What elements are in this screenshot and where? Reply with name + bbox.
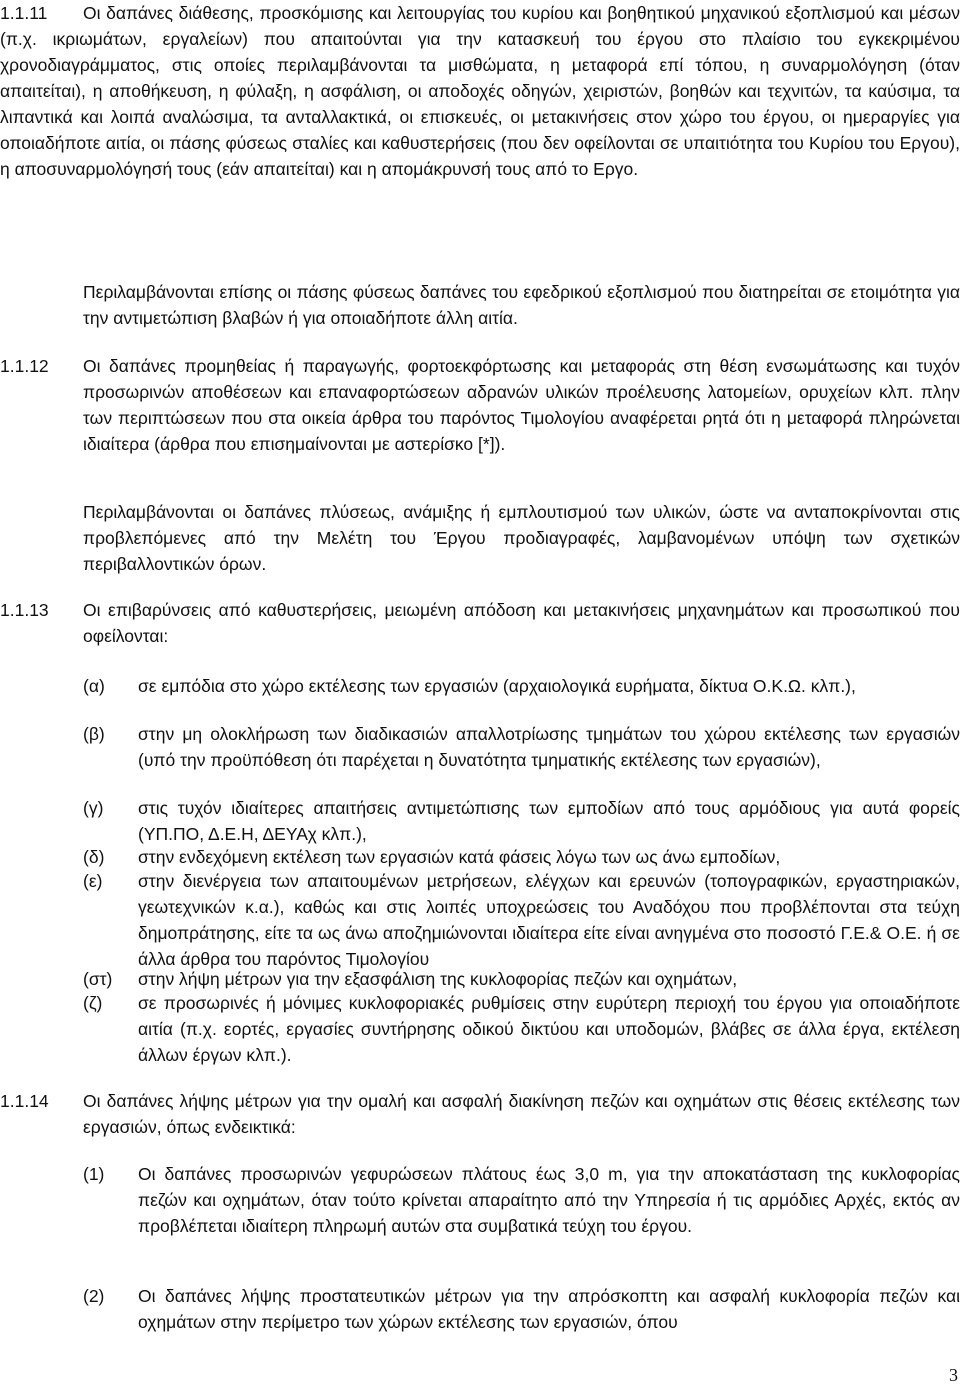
list-item-label: (α) xyxy=(83,676,105,696)
list-item-text: στην ενδεχόμενη εκτέλεση των εργασιών κατά φάσεις λόγω των ως άνω εμποδίων, xyxy=(138,847,781,867)
section-number: 1.1.12 xyxy=(0,356,49,376)
list-item-text: Οι δαπάνες προσωρινών γεφυρώσεων πλάτους έως 3,0 m, για την αποκατάσταση της κυκλοφορίας πεζών και οχημάτων, όταν τούτο κρίνεται απαραίτητο από την Υπηρεσία ή τις αρμόδιες Αρχές, εκτός αν προβλέπεται ιδιαίτερη πληρωμή αυτών στα συμβατικά τεύχη του έργου. xyxy=(138,1164,960,1236)
list-item-label: (2) xyxy=(83,1286,105,1306)
list-item-text: σε προσωρινές ή μόνιμες κυκλοφοριακές ρυθμίσεις στην ευρύτερη περιοχή του έργου για οποιαδήποτε αιτία (π.χ. εορτές, εργασίες συντήρησης οδικού δικτύου και υποδομών, βλάβες σε άλλα έργα, εκτέλεση άλλων έργων κλπ.). xyxy=(138,993,960,1065)
section-text: Οι επιβαρύνσεις από καθυστερήσεις, μειωμένη απόδοση και μετακινήσεις μηχανημάτων και προσωπικού που οφείλονται: xyxy=(83,600,960,646)
list-item-label: (1) xyxy=(83,1164,105,1184)
list-item-label: (β) xyxy=(83,724,105,744)
list-item-label: (ε) xyxy=(83,871,103,891)
list-item-label: (στ) xyxy=(83,969,113,989)
list-item-text: στην διενέργεια των απαιτουμένων μετρήσεων, ελέγχων και ερευνών (τοπογραφικών, εργαστηριακών, γεωτεχνικών κ.α.), καθώς και στις λοιπές υποχρεώσεις του Αναδόχου που προβλέπονται στα τεύχη δημοπράτησης, είτε τα ως άνω αποζημιώνονται ιδιαίτερα είτε είναι ανηγμένα στο ποσοστό Γ.Ε.& Ο.Ε. ή σε άλλα άρθρα του παρόντος Τιμολογίου xyxy=(138,871,960,969)
paragraph: Περιλαμβάνονται επίσης οι πάσης φύσεως δαπάνες του εφεδρικού εξοπλισμού που διατηρείται σε ετοιμότητα για την αντιμετώπιση βλαβών ή για οποιαδήποτε άλλη αιτία. xyxy=(83,282,960,328)
list-item-text: Οι δαπάνες λήψης προστατευτικών μέτρων για την απρόσκοπτη και ασφαλή κυκλοφορία πεζών και οχημάτων στην περίμετρο των χώρων εκτέλεσης των εργασιών, όπου xyxy=(138,1286,960,1332)
list-item-text: στις τυχόν ιδιαίτερες απαιτήσεις αντιμετώπισης των εμποδίων από τους αρμόδιους για αυτά φορείς (ΥΠ.ΠΟ, Δ.Ε.Η, ΔΕΥΑχ κλπ.), xyxy=(138,798,960,844)
list-item-text: στην λήψη μέτρων για την εξασφάλιση της κυκλοφορίας πεζών και οχημάτων, xyxy=(138,969,738,989)
list-item-label: (ζ) xyxy=(83,993,103,1013)
section-text: Οι δαπάνες λήψης μέτρων για την ομαλή και ασφαλή διακίνηση πεζών και οχημάτων στις θέσεις εκτέλεσης των εργασιών, όπως ενδεικτικά: xyxy=(83,1091,960,1137)
section-number: 1.1.14 xyxy=(0,1091,49,1111)
list-item-text: στην μη ολοκλήρωση των διαδικασιών απαλλοτρίωσης τμημάτων του χώρου εκτέλεσης των εργασιών (υπό την προϋπόθεση ότι παρέχεται η δυνατότητα τμηματικής εκτέλεσης των εργασιών), xyxy=(138,724,960,770)
section-text: Οι δαπάνες διάθεσης, προσκόμισης και λειτουργίας του κυρίου και βοηθητικού μηχανικού εξοπλισμού και μέσων (π.χ. ικριωμάτων, εργαλείων) που απαιτούνται για την κατασκευή του έργου στο πλαίσιο του εγκεκριμένου χρονοδιαγράμματος, στις οποίες περιλαμβάνονται τα μισθώματα, η μεταφορά επί τόπου, η συναρμολόγηση (όταν απαιτείται), η αποθήκευση, η φύλαξη, η ασφάλιση, οι αποδοχές οδηγών, χειριστών, βοηθών και τεχνιτών, τα καύσιμα, τα λιπαντικά και λοιπά αναλώσιμα, τα ανταλλακτικά, οι επισκευές, οι μετακινήσεις στον χώρο του έργου, οι ημεραργίες για οποιαδήποτε αιτία, οι πάσης φύσεως σταλίες και καθυστερήσεις (που δεν οφείλονται σε υπαιτιότητα του Κυρίου του Εργου), η αποσυναρμολόγησή τους (εάν απαιτείται) και η απομάκρυνσή τους από το Εργο. xyxy=(0,3,960,179)
list-item-text: σε εμπόδια στο χώρο εκτέλεσης των εργασιών (αρχαιολογικά ευρήματα, δίκτυα Ο.Κ.Ω. κλπ.), xyxy=(138,676,856,696)
list-item-label: (γ) xyxy=(83,798,104,818)
paragraph: Περιλαμβάνονται οι δαπάνες πλύσεως, ανάμιξης ή εμπλουτισμού των υλικών, ώστε να ανταποκρίνονται στις προβλεπόμενες από την Μελέτη του Έργου προδιαγραφές, λαμβανομένων υπόψη των σχετικών περιβαλλοντικών όρων. xyxy=(83,502,960,574)
section-text: Οι δαπάνες προμηθείας ή παραγωγής, φορτοεκφόρτωσης και μεταφοράς στη θέση ενσωμάτωσης και τυχόν προσωρινών αποθέσεων και επαναφορτώσεων αδρανών υλικών προέλευσης λατομείων, ορυχείων κλπ. πλην των περιπτώσεων που στα οικεία άρθρα του παρόντος Τιμολογίου αναφέρεται ρητά ότι η μεταφορά πληρώνεται ιδιαίτερα (άρθρα που επισημαίνονται με αστερίσκο [*]). xyxy=(83,356,960,454)
section-number: 1.1.13 xyxy=(0,600,49,620)
section-number: 1.1.11 xyxy=(0,3,48,23)
page-number: 3 xyxy=(949,1365,958,1385)
list-item-label: (δ) xyxy=(83,847,105,867)
